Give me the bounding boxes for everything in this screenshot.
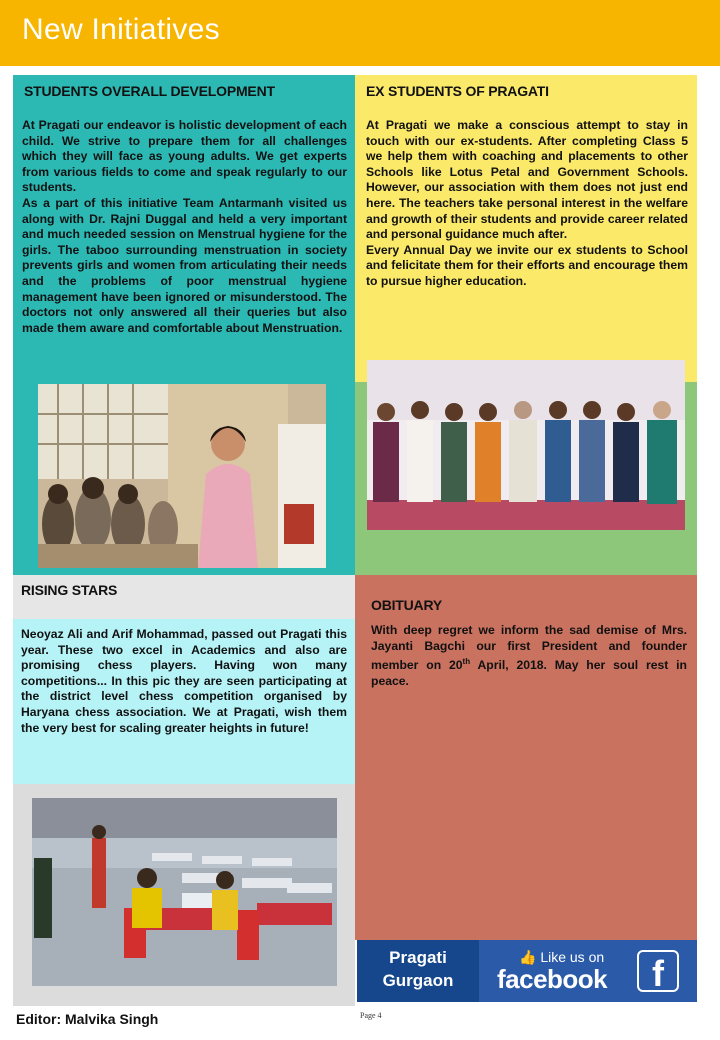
page-title: New Initiatives [22, 13, 220, 46]
page-header [0, 0, 720, 66]
students-development-para-2: As a part of this initiative Team Antarmanh visited us along with Dr. Rajni Duggal and held a very important and much needed session on Menstrual hygiene for the girls. The taboo surrounding menstruation in society prevents girls and women from articulating their needs and the problems of poor menstrual hygiene management have been ignored or misunderstood. The doctors not only answered all their queries but also made them aware and comfortable about Menstruation. [22, 195, 347, 335]
rising-stars-heading: RISING STARS [21, 582, 118, 598]
brand-name-line-1: Pragati [389, 948, 447, 967]
obituary-date-suffix: th [462, 657, 471, 667]
facebook-wordmark: facebook [497, 964, 608, 994]
obituary-person-name: Jayanti Bagchi [371, 638, 465, 653]
editor-credit: Editor: Malvika Singh [16, 1011, 159, 1027]
thumbs-up-icon: 👍 [519, 949, 537, 965]
brand-name-line-2: Gurgaon [382, 971, 454, 990]
students-development-text [22, 118, 347, 336]
obituary-text [371, 623, 687, 689]
obituary-text-middle: our first President and founder member on 20 [371, 638, 687, 673]
ex-students-para-2: Every Annual Day we invite our ex students to School and felicitate them for their efforts and encourage them to pursue higher education. [366, 242, 688, 288]
students-development-heading: STUDENTS OVERALL DEVELOPMENT [24, 83, 275, 99]
pragati-gurgaon-banner[interactable] [357, 940, 697, 1002]
facebook-icon: f [637, 950, 679, 992]
obituary-text-end: April, 2018. May her soul rest in peace. [371, 658, 688, 688]
page-number: Page 4 [360, 1011, 382, 1020]
obituary-text-start: With deep regret we inform the sad demise of Mrs. [371, 623, 687, 637]
ex-students-felicitation-photo [367, 360, 685, 530]
brand-name [357, 946, 479, 992]
ex-students-text [366, 118, 688, 290]
ex-students-para-1: At Pragati we make a conscious attempt to stay in touch with our ex-students. After completing Class 5 we help them with coaching and placements to other Schools like Lotus Petal and Government Schools. However, our association with them does not just end here. The teachers take personal interest in the welfare and growth of their students and provide career related and personal guidance much after. [366, 118, 688, 242]
ex-students-heading: EX STUDENTS OF PRAGATI [366, 83, 549, 99]
rising-stars-text: Neoyaz Ali and Arif Mohammad, passed out Pragati this year. These two excel in Academics and also are promising chess players. Having won many competitions... In this pic they are seen participating at the district level chess competition organised by Haryana chess association. We at Pragati, wish them the very best for scaling greater heights in future! [21, 627, 347, 735]
obituary-heading: OBITUARY [371, 597, 442, 613]
students-development-para-1: At Pragati our endeavor is holistic development of each child. We strive to prepare them for all challenges which they will face as young adults. We get experts from various fields to come and speak regularly to our students. [22, 118, 347, 195]
like-us-on-text: Like us on [540, 949, 605, 965]
facebook-like-banner[interactable] [479, 940, 697, 1002]
chess-competition-photo [32, 798, 337, 986]
menstrual-hygiene-session-photo [38, 384, 326, 568]
